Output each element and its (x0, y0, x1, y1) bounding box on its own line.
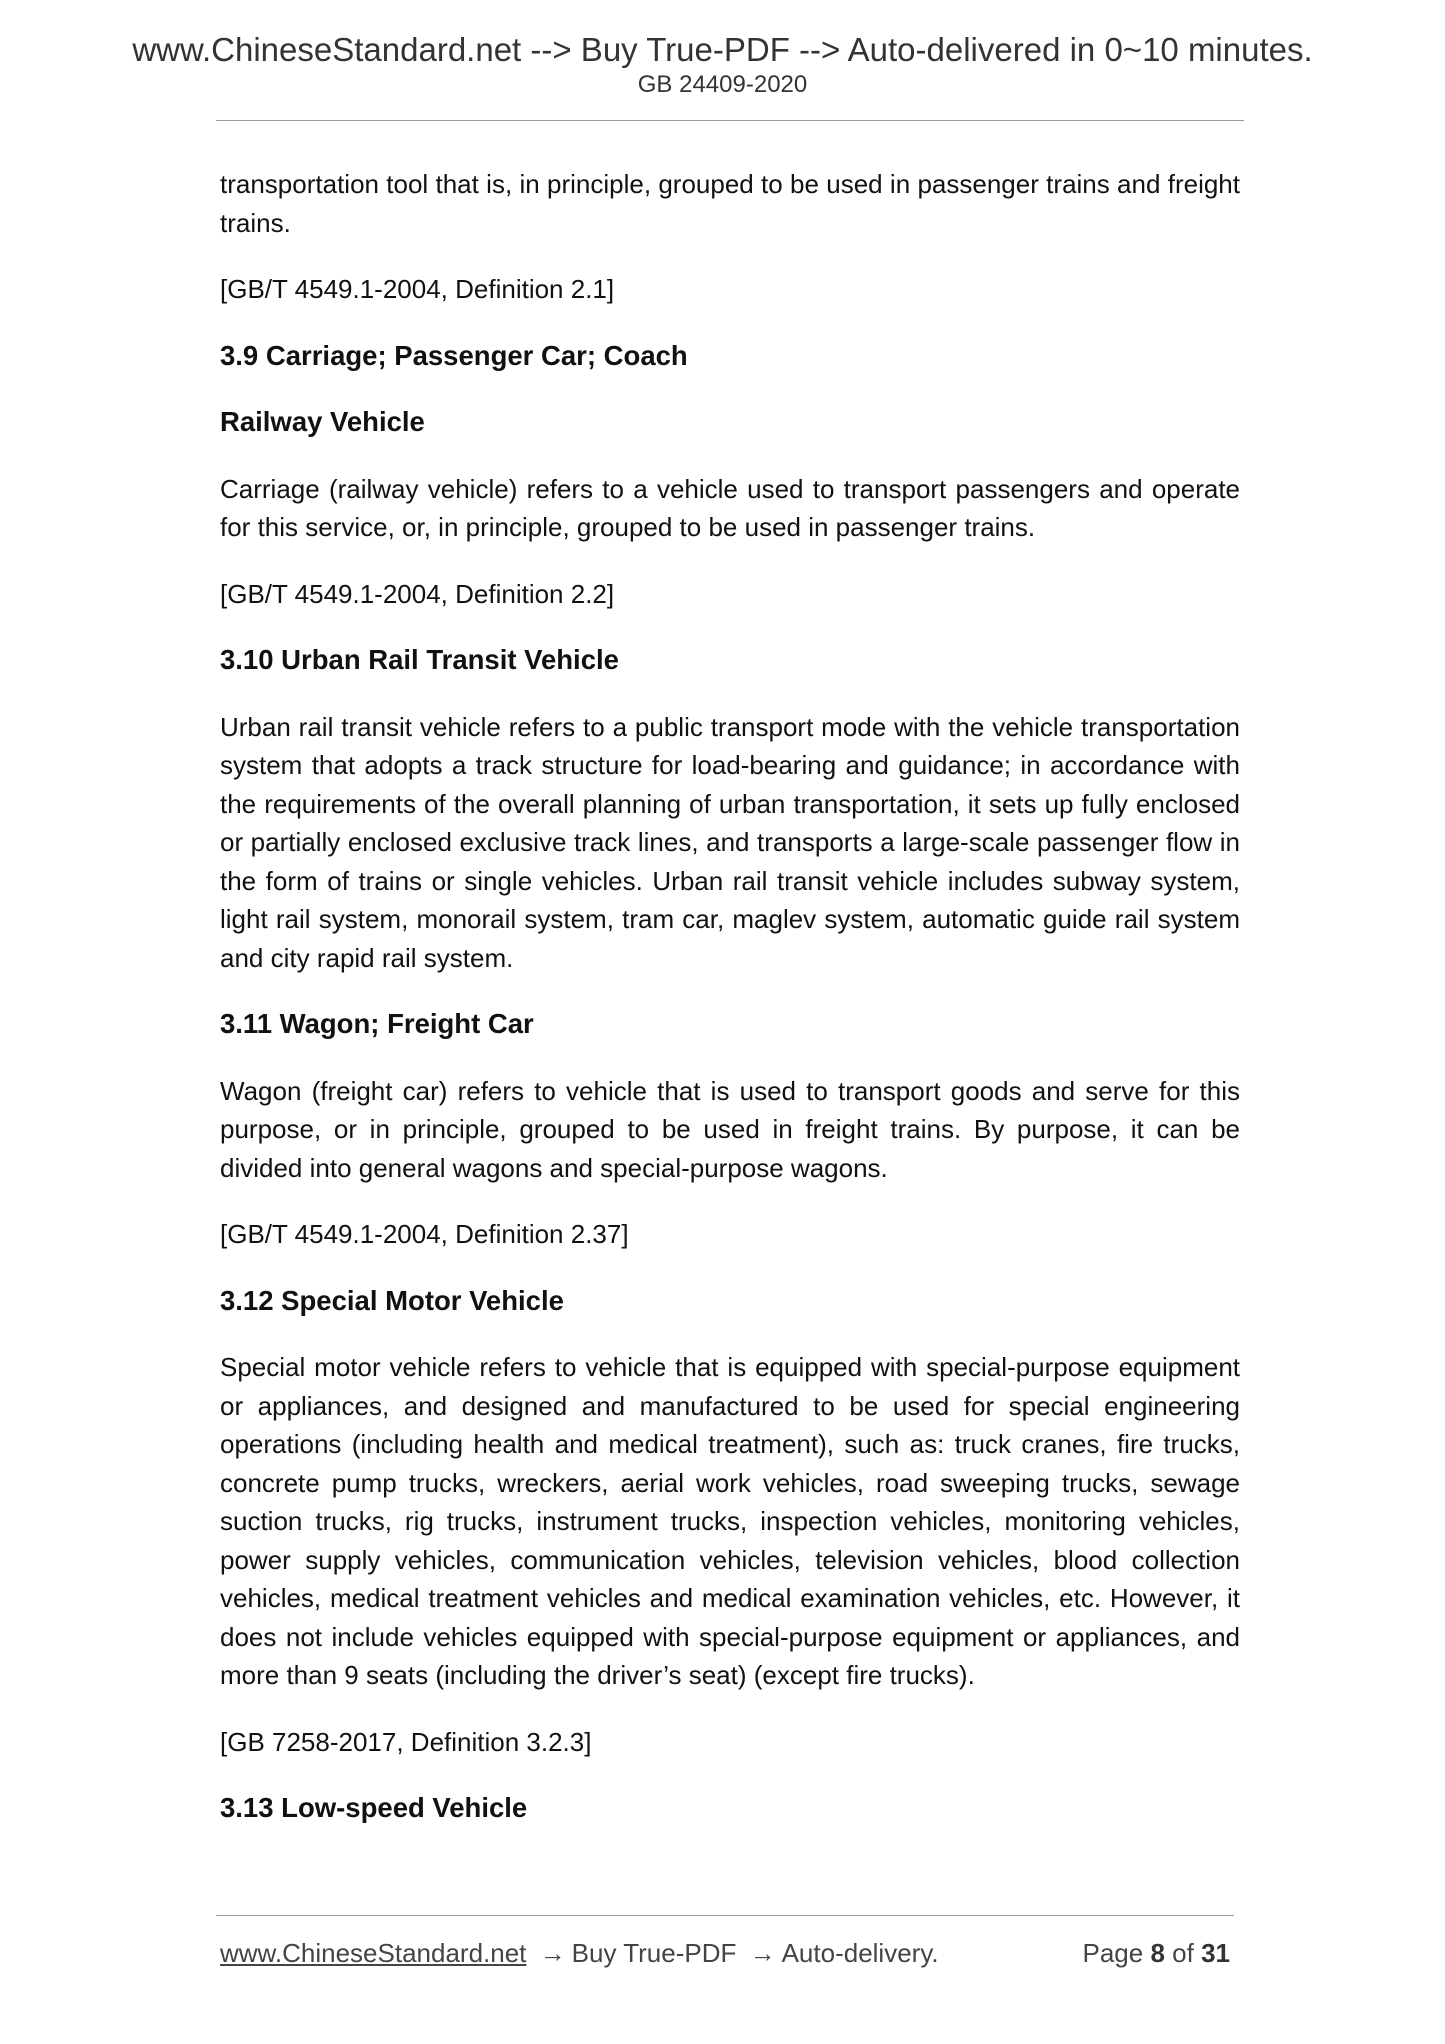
document-code: GB 24409-2020 (637, 71, 808, 98)
page-label: Page (1082, 1938, 1144, 1968)
section-heading-3-12: 3.12 Special Motor Vehicle (220, 1284, 564, 1316)
definition-carriage: Carriage (railway vehicle) refers to a vehicle used to transport passengers and operate for this service, or, in principle, grouped to be used in passenger trains. (220, 473, 1240, 542)
top-banner[interactable]: www.ChineseStandard.net --> Buy True-PDF --> Auto-delivered in 0~10 minutes. (132, 31, 1313, 68)
reference-citation: [GB/T 4549.1-2004, Definition 2.1] (220, 274, 615, 304)
section-subheading-railway-vehicle: Railway Vehicle (220, 406, 425, 437)
section-heading-3-9: 3.9 Carriage; Passenger Car; Coach (220, 339, 688, 371)
footer-site-link[interactable]: www.ChineseStandard.net (220, 1938, 527, 1968)
definition-wagon: Wagon (freight car) refers to vehicle that is used to transport goods and serve for this purpose, or in principle, grouped to be used in freight trains. By purpose, it can be divided into general wagons and special-purpose wagons. (220, 1075, 1240, 1183)
section-heading-3-11: 3.11 Wagon; Freight Car (220, 1008, 534, 1039)
current-page-number: 8 (1150, 1938, 1165, 1968)
footer-divider (216, 1915, 1234, 1916)
page-of-label: of (1172, 1938, 1194, 1968)
reference-citation: [GB 7258-2017, Definition 3.2.3] (220, 1726, 592, 1757)
footer-buy-text: Buy True-PDF (571, 1938, 737, 1968)
document-body (220, 165, 1240, 1856)
definition-special-motor-vehicle: Special motor vehicle refers to vehicle that is equipped with special-purpose equipment or appliances, and designed and manufactured to be used for special engineering operations (including health and medical treatment), such as: truck cranes, fire trucks, concrete pump trucks, wreckers, aerial work vehicles, road sweeping trucks, sewage suction trucks, rig trucks, instrument trucks, inspection vehicles, monitoring vehicles, power supply vehicles, communication vehicles, television vehicles, blood collection vehicles, medical treatment vehicles and medical examination vehicles, etc. However, it does not include vehicles equipped with special-purpose equipment or appliances, and more than 9 seats (including the driver’s seat) (except fire trucks). (220, 1352, 1240, 1690)
section-heading-3-13: 3.13 Low-speed Vehicle (220, 1792, 528, 1823)
reference-citation: [GB/T 4549.1-2004, Definition 2.37] (220, 1219, 629, 1249)
footer-delivery-text: Auto-delivery. (781, 1938, 939, 1968)
right-arrow-icon: → (749, 1938, 776, 1968)
right-arrow-icon: → (539, 1938, 566, 1968)
page-indicator (1082, 1933, 1230, 1973)
header-divider (216, 120, 1244, 121)
total-page-count: 31 (1201, 1938, 1230, 1968)
definition-urban-rail: Urban rail transit vehicle refers to a public transport mode with the vehicle transportation system that adopts a track structure for load-bearing and guidance; in accordance with the requirements of the overall planning of urban transportation, it sets up fully enclosed or partially enclosed exclusive track lines, and transports a large-scale passenger flow in the form of trains or single vehicles. Urban rail transit vehicle includes subway system, light rail system, monorail system, tram car, maglev system, automatic guide rail system and city rapid rail system. (220, 711, 1240, 973)
section-heading-3-10: 3.10 Urban Rail Transit Vehicle (220, 644, 619, 675)
reference-citation: [GB/T 4549.1-2004, Definition 2.2] (220, 578, 615, 609)
page-footer (220, 1933, 1230, 1973)
paragraph-continued: transportation tool that is, in principle, grouped to be used in passenger trains and freight trains. (220, 169, 1240, 238)
footer-links (220, 1933, 939, 1973)
